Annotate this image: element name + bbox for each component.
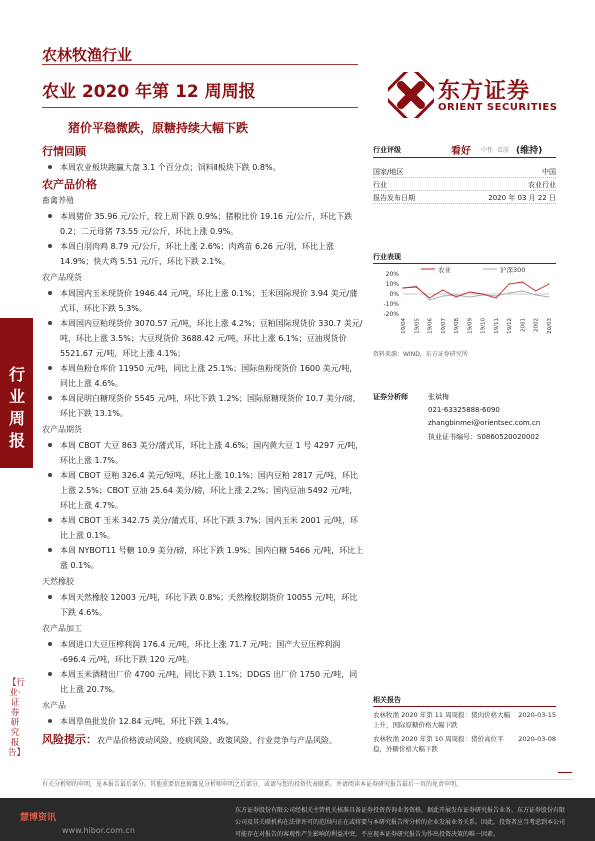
chart-heading — [373, 252, 556, 264]
rating-option: 看淡 — [497, 147, 510, 154]
data-point — [495, 297, 496, 298]
info-key: 国家/地区 — [373, 168, 404, 176]
report-title: 农业 2020 年第 12 周周报 — [42, 82, 256, 102]
x-tick-label: 2001 — [520, 318, 527, 332]
data-point — [548, 296, 549, 297]
data-point — [469, 291, 470, 292]
x-tick-label: 19/12 — [507, 318, 514, 334]
data-point — [455, 296, 456, 297]
data-point — [455, 294, 456, 295]
list-item: 本周猪价 35.96 元/公斤，较上周下跌 0.9%；猪粮比价 19.16 元/公斤，环比下跌 0.2；二元母猪 73.55 元/公斤，环比上涨 0.9%。 — [42, 209, 364, 239]
related-report[interactable] — [373, 734, 556, 754]
x-tick-label: 19/04 — [401, 318, 407, 334]
x-tick-label: 19/09 — [467, 318, 474, 334]
info-value: 中国 — [542, 168, 556, 176]
related-reports-heading — [373, 695, 556, 707]
data-point — [495, 295, 496, 296]
data-point — [509, 283, 510, 284]
data-point — [535, 290, 536, 291]
footer-brand: 慧博资讯 — [20, 813, 57, 823]
related-title: 农林牧渔 2020 年第 11 周周报：猪肉价格大幅上升，国际原糖价格大幅下跌 — [373, 711, 511, 729]
group-heading: 天然橡胶 — [42, 577, 74, 586]
risk-text: 农产品价格波动风险、疫病风险、政策风险、行业竞争与产品风险。 — [97, 736, 337, 745]
x-tick-label: 19/05 — [414, 318, 421, 334]
list-item: 本周进口大豆压榨利润 176.4 元/吨，环比上涨 71.7 元/吨；国产大豆压榨利润 -696.4 元/吨，环比下跌 120 元/吨。 — [42, 637, 364, 667]
list-item: 本周鱼粉仓库价 11950 元/吨，同比上涨 25.1%；国际鱼粉现货价 1600 美元/吨，同比上涨 4.6%。 — [42, 361, 364, 391]
divider — [42, 107, 358, 108]
rating-option: 中性 — [481, 147, 494, 154]
info-key: 报告发布日期 — [373, 194, 415, 202]
risk-label: 风险提示： — [42, 733, 97, 746]
info-value: 农业行业 — [528, 181, 556, 189]
info-row — [373, 179, 556, 191]
rating-label: 行业评级 — [373, 146, 401, 154]
y-tick-label: 10% — [385, 281, 399, 288]
data-point — [522, 281, 523, 282]
vertical-tag: 【行业·证券研究报告】 — [8, 678, 26, 758]
y-tick-label: 20% — [385, 271, 399, 278]
group-heading: 农产品现货 — [42, 273, 82, 282]
rating-row — [373, 142, 556, 158]
industry-performance-chart — [373, 264, 556, 346]
related-report[interactable] — [373, 710, 556, 730]
list-item: 本周昆明白糖现货价 5545 元/吨，环比下跌 1.2%；国际原糖现货价 10.7 美分/磅，环比下跌 13.1%。 — [42, 391, 364, 421]
y-tick-label: -20% — [383, 311, 399, 318]
report-type-sidebar — [0, 318, 33, 468]
company-logo — [388, 72, 588, 122]
logo-name-en: ORIENT SECURITIES — [438, 102, 558, 113]
list-item: 本周国内玉米现货价 1946.44 元/吨，环比上涨 0.1%；玉米国际现价 3.94 美元/蒲式耳，环比下跌 5.3%。 — [42, 286, 364, 316]
main-content — [42, 142, 364, 748]
logo-mark-icon — [388, 72, 434, 118]
x-tick-label: 19/06 — [427, 318, 434, 334]
divider — [558, 772, 572, 773]
analyst-email[interactable]: zhangbinmei@orientsec.com.cn — [428, 419, 541, 427]
group-heading: 农产品加工 — [42, 624, 82, 633]
logo-name-cn: 东方证券 — [438, 79, 531, 104]
related-title: 农林牧渔 2020 年第 10 周周报：猪价高位平稳，外糖价格大幅下跌 — [373, 735, 504, 753]
report-subtitle: 猪价平稳微跌，原糖持续大幅下跌 — [68, 121, 249, 135]
group-heading: 畜禽养殖 — [42, 196, 74, 205]
rating-value: 看好 — [451, 146, 471, 157]
list-item: 本周 CBOT 大豆 863 美分/蒲式耳，环比上涨 4.6%；国内黄大豆 1 号 4297 元/吨，环比上涨 1.7%。 — [42, 438, 364, 468]
data-point — [442, 295, 443, 296]
divider — [42, 64, 358, 65]
heading-prices: 农产品价格 — [42, 178, 97, 191]
list-item: 本周 CBOT 豆粕 326.4 美元/短吨，环比上涨 10.1%；国内豆粕 2817 元/吨，环比上涨 2.5%；CBOT 豆油 25.64 美分/磅，环比上涨 2.2%；国内豆油 5492 元/吨，环比上涨 4.7%。 — [42, 468, 364, 513]
price-groups — [42, 193, 364, 729]
list-item: 本周 CBOT 玉米 342.75 美分/蒲式耳，环比下跌 3.7%；国内玉米 2001 元/吨，环比上涨 0.1%。 — [42, 513, 364, 543]
info-row — [373, 192, 556, 204]
sidebar-label: 行业周报 — [8, 365, 25, 450]
data-point — [442, 289, 443, 290]
list-item: 本周国内豆粕现货价 3070.57 元/吨，环比上涨 4.2%；豆粕国际现货价 330.7 美元/吨，环比上涨 3.5%；大豆现货价 3688.42 元/吨，环比上涨 6.1%；豆油现货价 5521.67 元/吨，环比上涨 4.1%； — [42, 316, 364, 361]
x-tick-label: 2002 — [533, 318, 540, 332]
info-key: 行业 — [373, 181, 387, 189]
x-tick-label: 20/03 — [547, 318, 553, 334]
heading-market-review: 行情回顾 — [42, 145, 86, 158]
related-date: 2020-03-15 — [518, 711, 556, 719]
rating-status: (维持) — [516, 146, 543, 156]
data-point — [535, 294, 536, 295]
list-item: 本周农业板块跑赢大盘 3.1 个百分点；饲料Ⅱ板块下跌 0.8%。 — [42, 160, 364, 175]
data-point — [509, 292, 510, 293]
section-label: 农林牧渔行业 — [42, 46, 133, 64]
group-heading: 水产品 — [42, 701, 66, 710]
related-heading-text: 相关报告 — [373, 696, 401, 704]
list-item: 本周天然橡胶 12003 元/吨，环比下跌 0.8%；天然橡胶期货价 10055 元/吨，环比下跌 4.6%。 — [42, 590, 364, 620]
info-value: 2020 年 03 月 22 日 — [488, 194, 556, 202]
data-point — [482, 293, 483, 294]
legend-label: 沪深300 — [500, 266, 526, 274]
related-date: 2020-03-08 — [518, 735, 556, 743]
y-tick-label: 0% — [389, 291, 399, 298]
data-point — [416, 286, 417, 287]
list-item: 本周白羽肉鸡 8.79 元/公斤，环比上涨 2.6%；肉鸡苗 6.26 元/羽，环比上涨 14.9%；快大鸡 5.51 元/斤，环比下跌 2.1%。 — [42, 239, 364, 269]
analyst-phone: 021-63325888-6090 — [428, 406, 500, 414]
list-item: 本周 NYBOT11 号糖 10.9 美分/磅，环比下跌 1.9%；国内白糖 5466 元/吨，环比上涨 0.1%。 — [42, 543, 364, 573]
info-row — [373, 166, 556, 178]
x-tick-label: 19/10 — [480, 318, 487, 334]
group-heading: 农产品期货 — [42, 425, 82, 434]
risk-warning — [42, 732, 364, 748]
list-item: 本周玉米酒精出厂价 4700 元/吨，同比下跌 1.1%；DDGS 出厂价 1750 元/吨，同比上涨 20.7%。 — [42, 667, 364, 697]
data-point — [522, 290, 523, 291]
analyst-name: 张斌梅 — [428, 393, 449, 401]
footer-site[interactable]: www.hibor.com.cn — [62, 826, 135, 835]
footer-notice: 东方证券股份有限公司经相关主管机关核准具备证券投资咨询业务资格，据此开展发布证券研究报告业务。东方证券股份有限公司及其关联机构在法律许可的范围内正在或将要与本研究报告所分析的企业发展业务关系。因此，投资者应当考虑到本公司可能存在对报告的客观性产生影响的利益冲突，不应视本证券研究报告为作出投资决策的唯一因素。 — [235, 807, 566, 838]
data-point — [548, 283, 549, 284]
data-point — [402, 287, 403, 288]
analyst-label: 证券分析师 — [373, 393, 408, 401]
data-point — [429, 299, 430, 300]
chart-title: 行业表现 — [373, 253, 401, 261]
x-tick-label: 19/08 — [454, 318, 461, 334]
data-point — [469, 296, 470, 297]
x-tick-label: 19/07 — [440, 318, 447, 334]
legend-label: 农业 — [438, 266, 451, 274]
x-tick-label: 19/11 — [493, 318, 500, 334]
list-item: 本周草鱼批发价 12.84 元/吨，环比下跌 1.4%。 — [42, 714, 364, 729]
data-point — [429, 297, 430, 298]
disclaimer: 有关分析师的申明，见本报告最后部分。其他重要信息披露见分析师申明之后部分，或请与您的投资代表联系。并请阅读本证券研究报告最后一页的免责申明。 — [42, 779, 572, 796]
y-tick-label: -10% — [383, 301, 399, 308]
analyst-cert: 执业证书编号：S0860520020002 — [428, 433, 540, 441]
chart-source: 资料来源：WIND，东方证券研究所 — [373, 351, 468, 358]
